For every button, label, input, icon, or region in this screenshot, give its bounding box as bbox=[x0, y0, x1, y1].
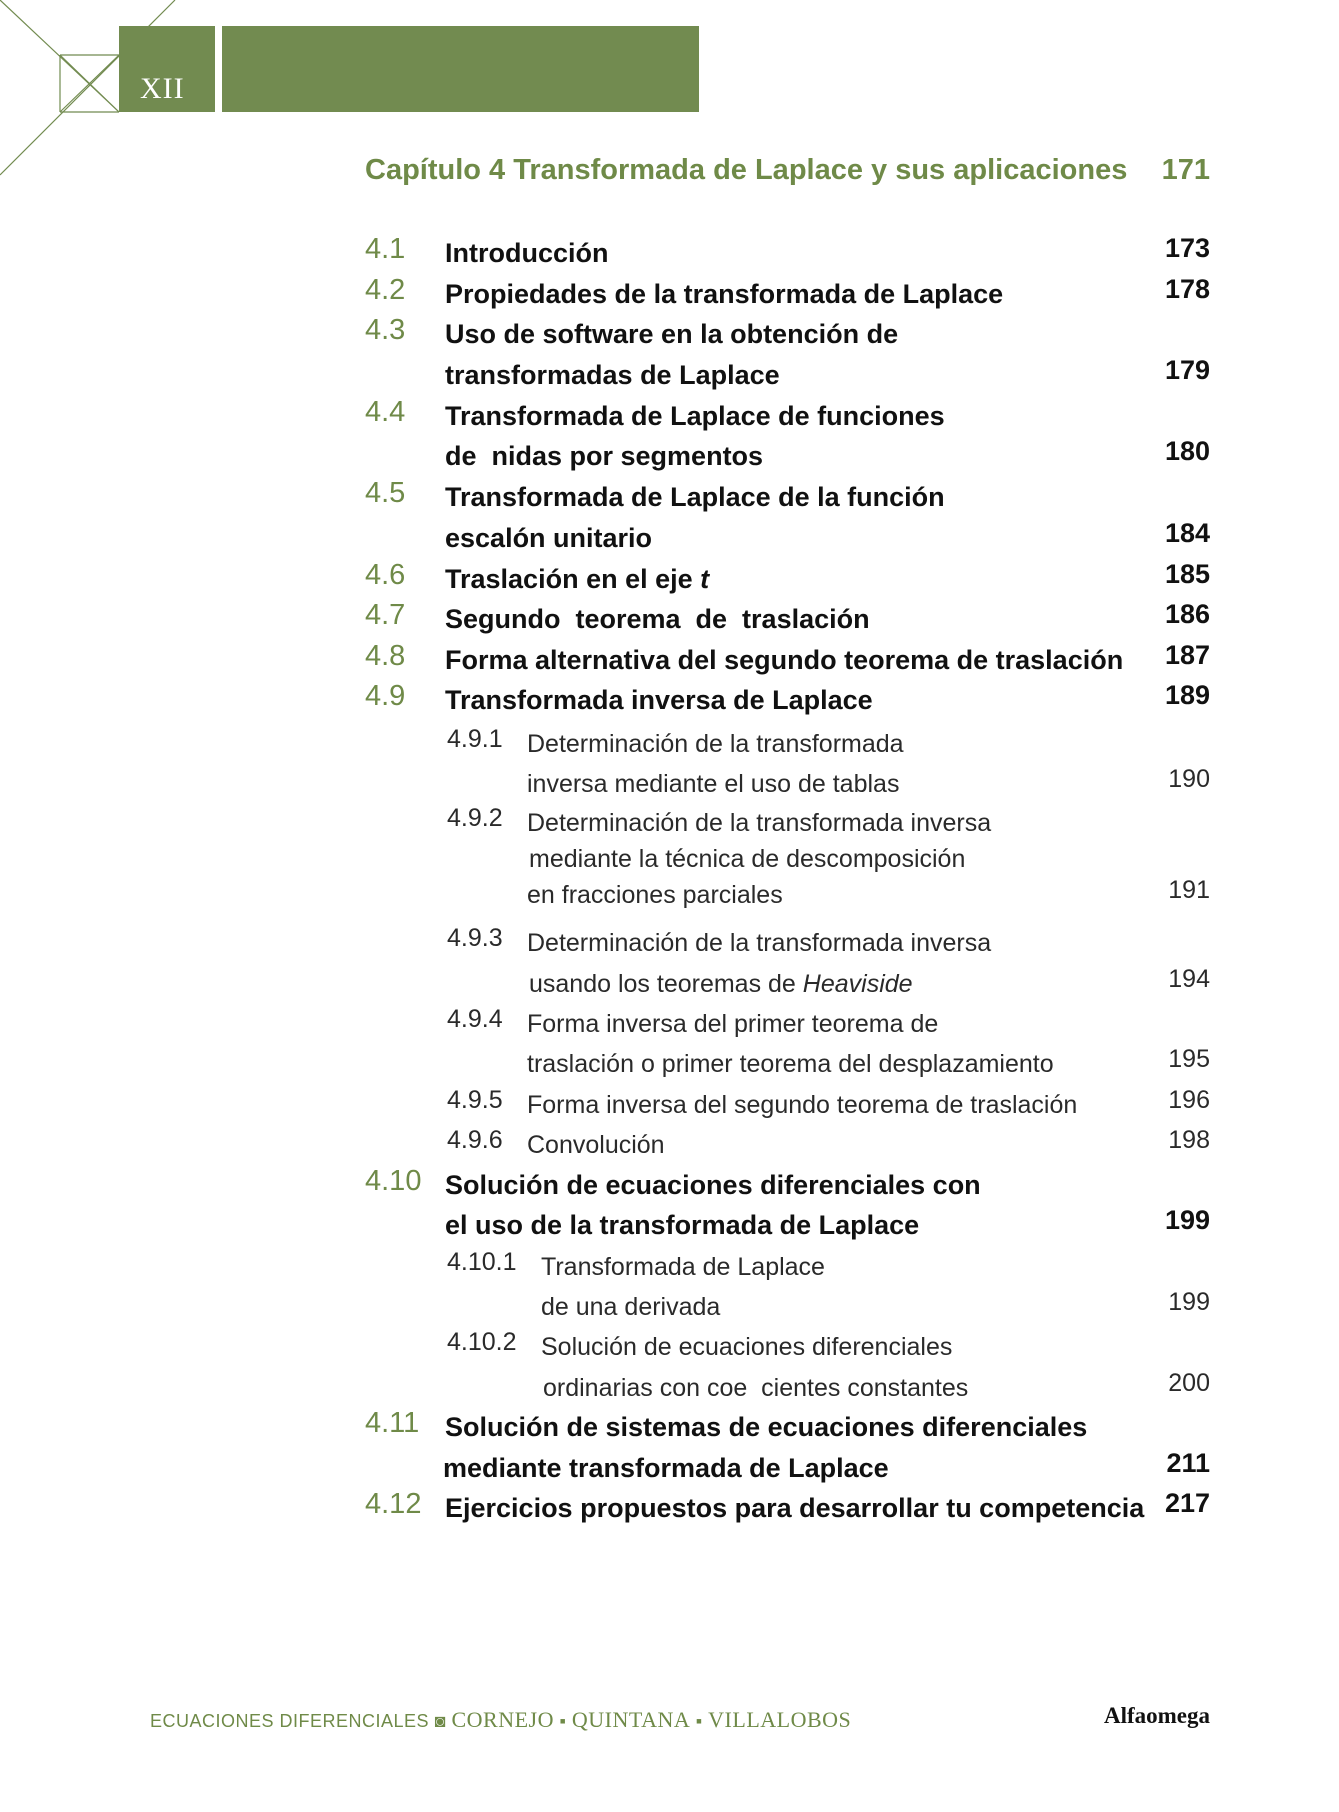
entry-page: 185 bbox=[1164, 559, 1210, 589]
footer-book-title: ECUACIONES DIFERENCIALES bbox=[150, 1711, 430, 1731]
entry-title: Ejercicios propuestos para desarrollar tu competencia bbox=[445, 1493, 1145, 1523]
subentry-number: 4.9.6 bbox=[447, 1126, 503, 1154]
entry-number: 4.8 bbox=[365, 640, 406, 672]
subentry-title-cont: usando los teoremas de Heaviside bbox=[529, 970, 913, 998]
subentry-page: 191 bbox=[1168, 876, 1210, 904]
entry-page: 189 bbox=[1164, 680, 1210, 710]
entry-title: Segundo teorema de traslación bbox=[445, 604, 870, 634]
entry-title-cont: transformadas de Laplace bbox=[445, 360, 780, 390]
entry-number: 4.11 bbox=[365, 1407, 420, 1439]
subentry-page: 196 bbox=[1168, 1086, 1210, 1114]
entry-title: Transformada inversa de Laplace bbox=[445, 685, 873, 715]
entry-title: Propiedades de la transformada de Laplace bbox=[445, 279, 1004, 309]
entry-title: Transformada de Laplace de funciones bbox=[445, 401, 945, 431]
entry-number: 4.7 bbox=[365, 599, 406, 631]
subentry-page: 194 bbox=[1168, 965, 1210, 993]
footer-author: VILLALOBOS bbox=[708, 1707, 852, 1732]
subentry-number: 4.9.2 bbox=[447, 804, 503, 832]
page-number: XII bbox=[140, 72, 185, 105]
header-bar bbox=[222, 26, 699, 112]
entry-page: 211 bbox=[1166, 1448, 1210, 1478]
subentry-title: Forma inversa del segundo teorema de traslación bbox=[527, 1091, 1078, 1119]
chapter-heading bbox=[365, 154, 1210, 187]
footer-dot-icon: ▪ bbox=[559, 1711, 567, 1731]
subentry-title: Determinación de la transformada bbox=[527, 730, 904, 758]
footer-dot-icon: ▪ bbox=[695, 1711, 703, 1731]
entry-page: 180 bbox=[1164, 436, 1210, 466]
subentry-title: Determinación de la transformada inversa bbox=[527, 929, 992, 957]
subentry-page: 190 bbox=[1168, 765, 1210, 793]
entry-number: 4.3 bbox=[365, 314, 406, 346]
chapter-title: Capítulo 4 Transformada de Laplace y sus aplicaciones bbox=[365, 154, 1128, 186]
entry-page: 179 bbox=[1164, 355, 1210, 385]
subentry-number: 4.9.4 bbox=[447, 1005, 503, 1033]
entry-title: Transformada de Laplace de la función bbox=[445, 482, 945, 512]
entry-page: 178 bbox=[1164, 274, 1210, 304]
entry-title-cont: mediante transformada de Laplace bbox=[443, 1453, 889, 1483]
entry-number: 4.10 bbox=[365, 1165, 422, 1197]
subentry-page: 195 bbox=[1168, 1045, 1210, 1073]
subentry-page: 198 bbox=[1168, 1126, 1210, 1154]
entry-page: 217 bbox=[1164, 1488, 1210, 1518]
entry-page: 184 bbox=[1164, 518, 1210, 548]
chapter-page: 171 bbox=[1161, 154, 1210, 186]
footer-author: QUINTANA bbox=[571, 1707, 691, 1732]
entry-number: 4.9 bbox=[365, 680, 406, 712]
entry-title: Solución de sistemas de ecuaciones diferenciales bbox=[445, 1412, 1088, 1442]
entry-page: 187 bbox=[1164, 640, 1210, 670]
entry-title-cont: escalón unitario bbox=[445, 523, 653, 553]
subentry-title-cont: traslación o primer teorema del desplazamiento bbox=[527, 1050, 1054, 1078]
subentry-page: 199 bbox=[1168, 1288, 1210, 1316]
footer-separator-icon: ◙ bbox=[434, 1711, 446, 1731]
entry-title: Introducción bbox=[445, 238, 609, 268]
entry-title: Uso de software en la obtención de bbox=[445, 319, 899, 349]
subentry-number: 4.9.3 bbox=[447, 924, 503, 952]
entry-number: 4.6 bbox=[365, 559, 406, 591]
subentry-title: Transformada de Laplace bbox=[541, 1253, 825, 1281]
subentry-title: Convolución bbox=[527, 1131, 665, 1159]
footer-book-credit bbox=[150, 1707, 851, 1733]
footer-author: CORNEJO bbox=[451, 1707, 554, 1732]
entry-title: Solución de ecuaciones diferenciales con bbox=[445, 1170, 981, 1200]
entry-number: 4.2 bbox=[365, 274, 406, 306]
entry-number: 4.4 bbox=[365, 396, 406, 428]
italic-variable: t bbox=[700, 564, 710, 594]
entry-page: 186 bbox=[1164, 599, 1210, 629]
entry-title-cont: de nidas por segmentos bbox=[445, 441, 764, 471]
entry-number: 4.1 bbox=[365, 233, 406, 265]
subentry-number: 4.9.5 bbox=[447, 1086, 503, 1114]
entry-page: 199 bbox=[1164, 1205, 1210, 1235]
subentry-number: 4.10.2 bbox=[447, 1328, 517, 1356]
subentry-title-cont: mediante la técnica de descomposición bbox=[529, 845, 966, 873]
subentry-number: 4.9.1 bbox=[447, 725, 503, 753]
entry-title-cont: el uso de la transformada de Laplace bbox=[445, 1210, 920, 1240]
publisher-name: Alfaomega bbox=[1103, 1703, 1210, 1728]
subentry-title: Solución de ecuaciones diferenciales bbox=[541, 1333, 953, 1361]
entry-title: Traslación en el eje t bbox=[445, 564, 710, 594]
subentry-title-cont: ordinarias con coe cientes constantes bbox=[543, 1374, 969, 1402]
subentry-title-cont: en fracciones parciales bbox=[527, 881, 783, 909]
italic-term: Heaviside bbox=[802, 970, 913, 998]
subentry-title-cont: inversa mediante el uso de tablas bbox=[527, 770, 900, 798]
subentry-page: 200 bbox=[1168, 1369, 1210, 1397]
subentry-title: Forma inversa del primer teorema de bbox=[527, 1010, 939, 1038]
subentry-title: Determinación de la transformada inversa bbox=[527, 809, 992, 837]
entry-title: Forma alternativa del segundo teorema de traslación bbox=[445, 645, 1124, 675]
subentry-number: 4.10.1 bbox=[447, 1248, 517, 1276]
entry-number: 4.12 bbox=[365, 1488, 422, 1520]
subentry-title-cont: de una derivada bbox=[541, 1293, 721, 1321]
entry-page: 173 bbox=[1164, 233, 1210, 263]
entry-number: 4.5 bbox=[365, 477, 406, 509]
